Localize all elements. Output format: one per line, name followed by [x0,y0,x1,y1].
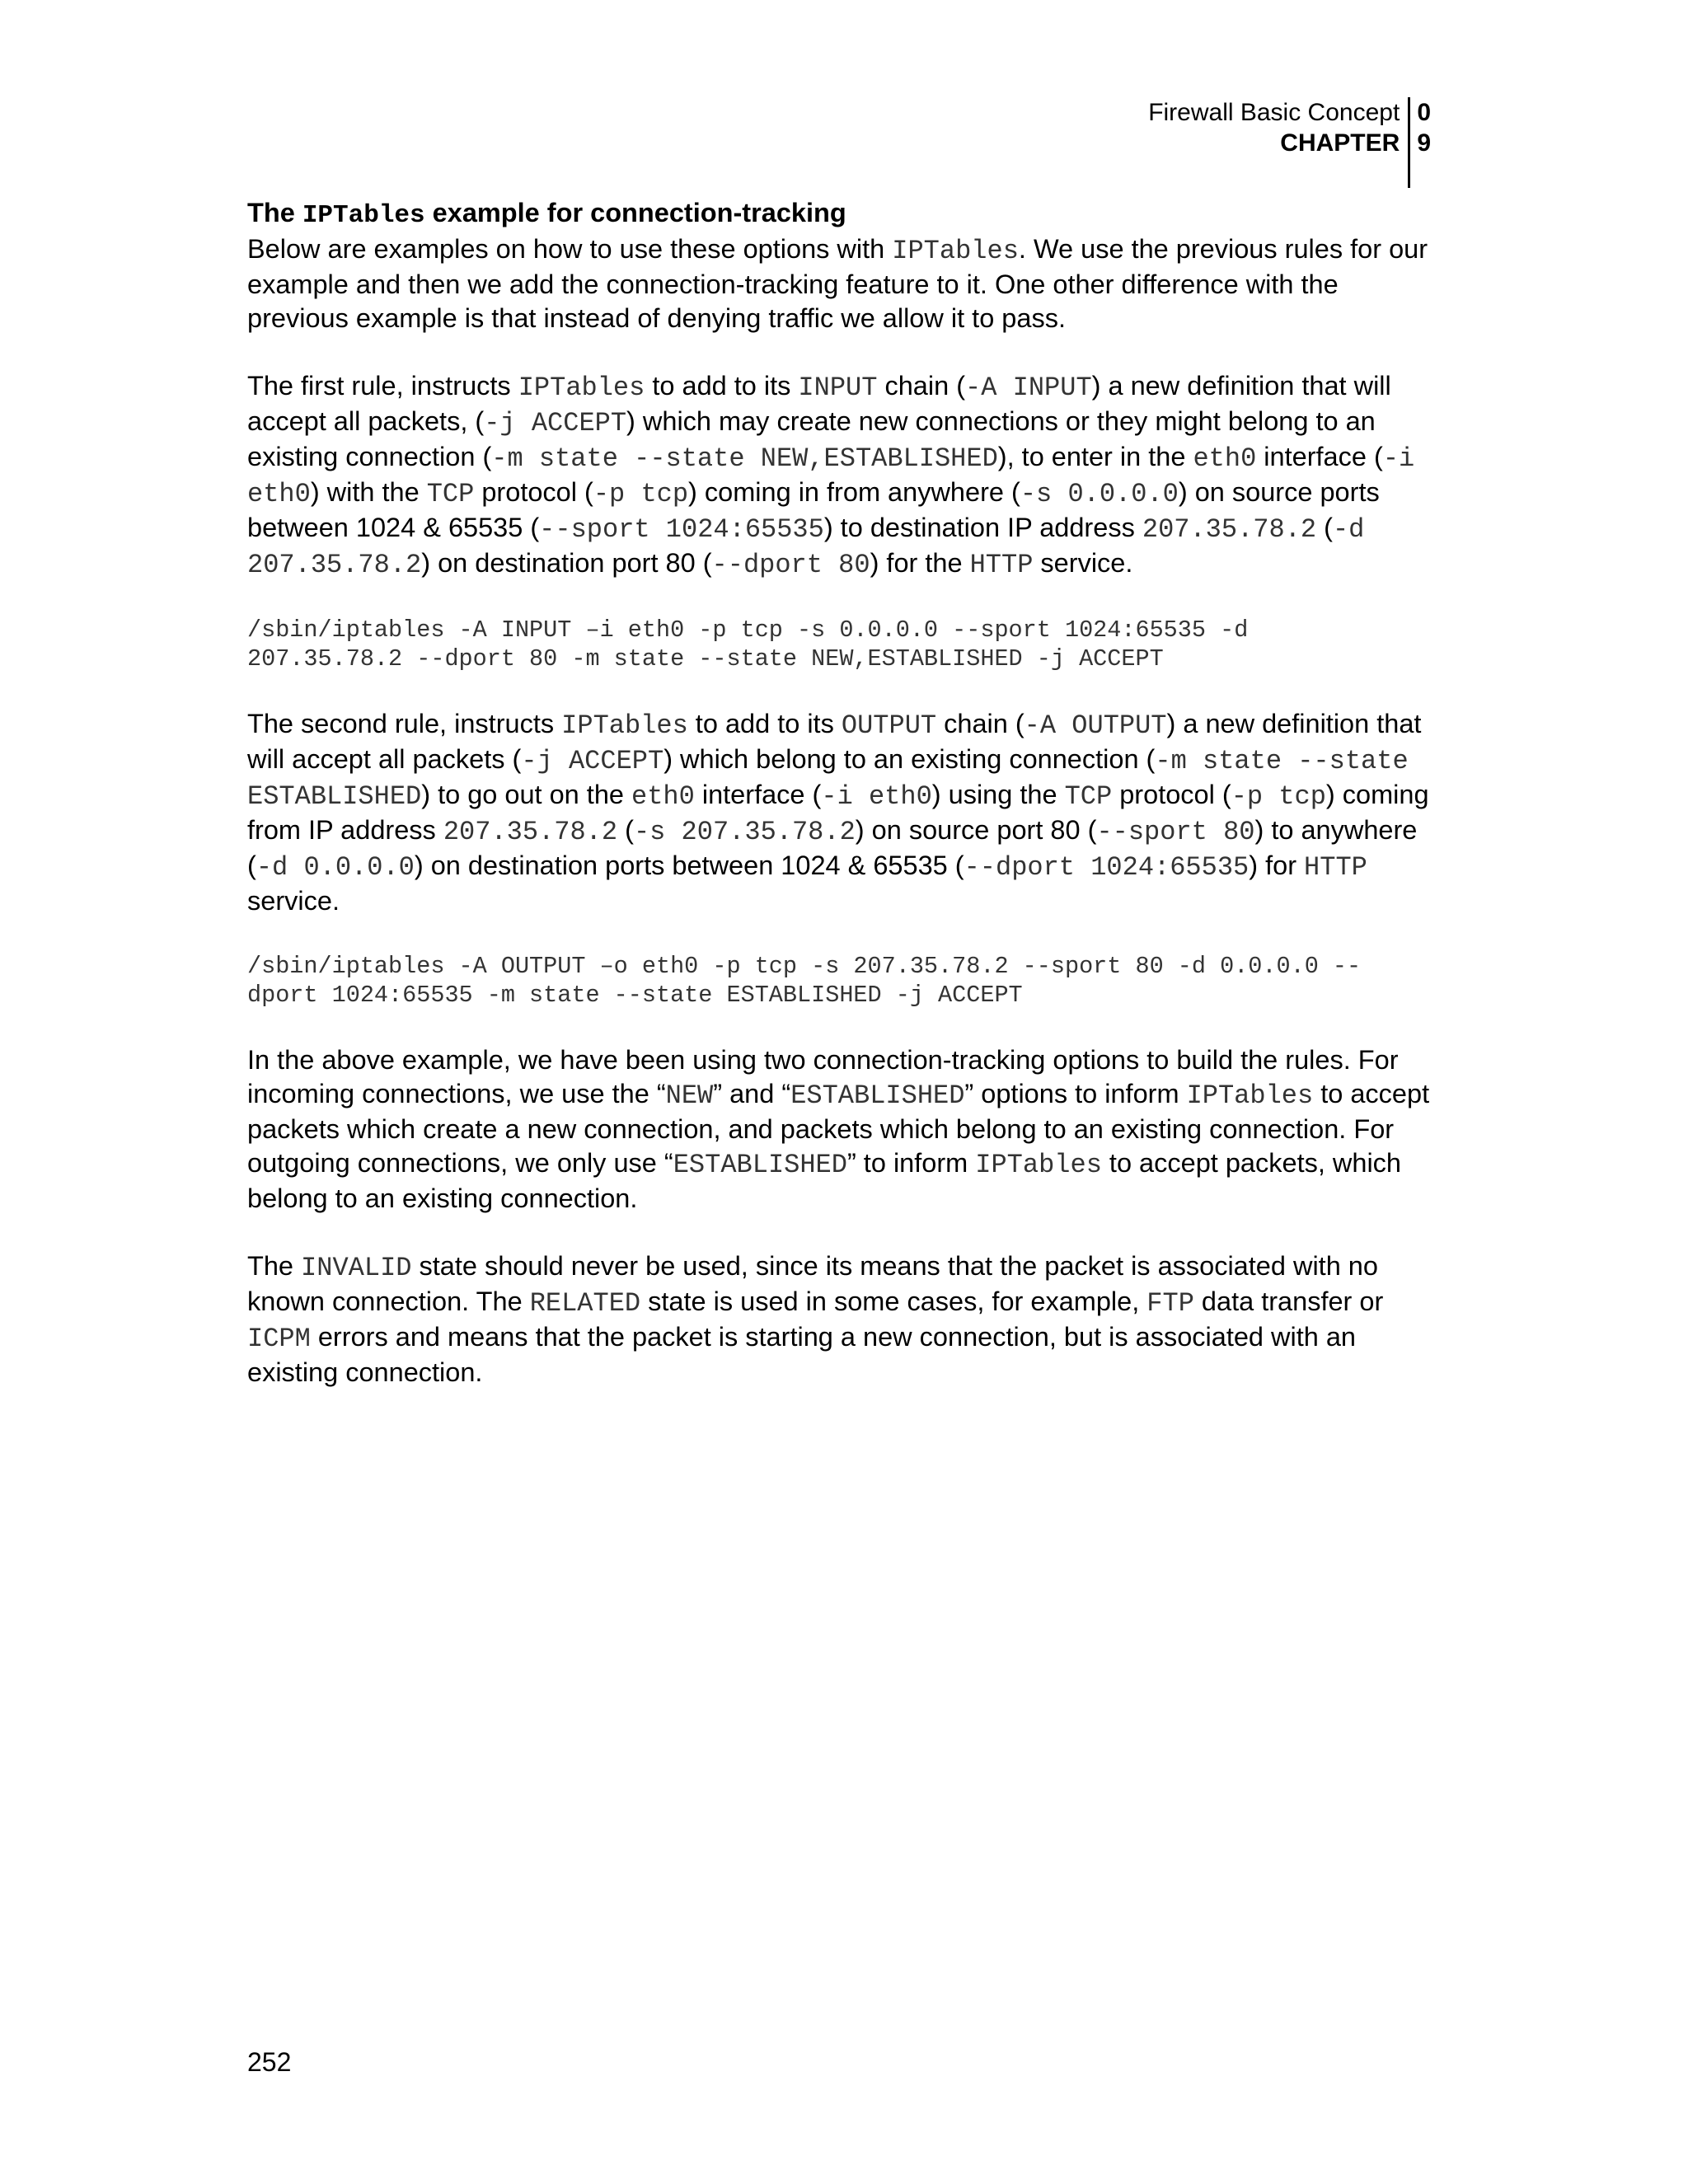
text: protocol ( [474,477,593,507]
text: In the above example, we have been using two connection-tracking options to build the rules. For incoming connections, we use the “ [247,1045,1399,1108]
text: ) to destination IP address [823,513,1142,542]
inline-code: 207.35.78.2 [443,817,618,847]
inline-code: --dport 80 [711,550,870,580]
inline-code: RELATED [529,1288,641,1319]
text: ) a new definition that will accept all packets, ( [247,371,1391,436]
text: state should never be used, since its means that the packet is associated with no known connection. The [247,1251,1378,1316]
inline-code: IPTables [1186,1080,1314,1111]
text: ) using the [931,780,1065,809]
chapter-number-digit-1: 0 [1417,99,1431,126]
inline-code: IPTables [892,236,1019,266]
inline-code: -p tcp [1231,781,1326,812]
chapter-label: CHAPTER [1280,129,1400,157]
text: ” options to inform [964,1079,1187,1108]
inline-code: HTTP [969,550,1034,580]
inline-code: ICPM [247,1324,311,1354]
inline-code: TCP [1064,781,1113,812]
running-header [1148,97,1431,188]
paragraph-first-rule [247,369,1434,582]
text: chain ( [877,371,966,401]
paragraph-intro [247,232,1434,335]
text: ) on destination ports between 1024 & 65535 ( [414,851,964,880]
text: ) which may create new connections or they might belong to an existing connection ( [247,406,1376,471]
text: ” to inform [846,1148,976,1178]
text: state is used in some cases, for example, [640,1286,1147,1316]
text: The [247,1251,302,1281]
text: to add to its [687,709,842,738]
paragraph-connection-tracking [247,1043,1434,1216]
inline-code: eth0 [1193,443,1257,474]
text: ( [1316,513,1333,542]
text: ” and “ [713,1079,791,1108]
inline-code: -j ACCEPT [484,408,627,438]
text: Below are examples on how to use these options with [247,234,893,264]
heading-text: The [247,198,302,227]
page-number: 252 [247,2047,292,2077]
inline-code: ESTABLISHED [790,1080,965,1111]
text: ), to enter in the [997,442,1193,471]
inline-code: IPTables [518,373,645,403]
paragraph-second-rule [247,707,1434,918]
inline-code: -j ACCEPT [521,746,664,776]
inline-code: INVALID [301,1253,412,1283]
text: to add to its [645,371,799,401]
text: . We use the previous rules for our example and then we add the connection-tracking feature to it. One other difference with the previous example is that instead of denying traffic we allow it to pass. [247,234,1428,333]
inline-code: --sport 80 [1096,817,1255,847]
inline-code: 207.35.78.2 [1142,514,1317,545]
inline-code: -p tcp [593,479,689,509]
inline-code: -m state --state NEW,ESTABLISHED [491,443,998,474]
inline-code: IPTables [561,710,688,741]
text: errors and means that the packet is starting a new connection, but is associated with an existing connection. [247,1322,1357,1387]
text: protocol ( [1112,780,1231,809]
header-title: Firewall Basic Concept [1148,99,1400,126]
inline-code: -d 207.35.78.2 [247,514,1365,580]
text: service. [1033,548,1133,578]
inline-code: -A OUTPUT [1024,710,1167,741]
inline-code: eth0 [631,781,695,812]
inline-code: ESTABLISHED [673,1150,847,1180]
text: The first rule, instructs [247,371,518,401]
text: interface ( [694,780,822,809]
code-block-output-rule: /sbin/iptables -A OUTPUT –o eth0 -p tcp -s 207.35.78.2 --sport 80 -d 0.0.0.0 -- dport 1024:65535 -m state --state ESTABLISHED -j ACCEPT [247,953,1362,1009]
inline-code: -d 0.0.0.0 [256,852,415,883]
text: ) which belong to an existing connection ( [663,744,1156,774]
paragraph-invalid-related [247,1249,1434,1390]
text: to accept packets, which belong to an existing connection. [247,1148,1401,1213]
inline-code: -A INPUT [965,373,1092,403]
inline-code: HTTP [1304,852,1367,883]
text: ) for the [870,548,970,578]
inline-code: FTP [1146,1288,1194,1319]
text: ) a new definition that will accept all packets ( [247,709,1422,774]
inline-code: OUTPUT [841,710,937,741]
text: data transfer or [1193,1286,1384,1316]
inline-code: -i eth0 [247,443,1415,509]
text: ) for [1249,851,1305,880]
inline-code: -s 0.0.0.0 [1020,479,1179,509]
inline-code: -s 207.35.78.2 [633,817,856,847]
text: ) on source ports between 1024 & 65535 ( [247,477,1380,542]
section-heading [247,196,1434,232]
inline-code: NEW [665,1080,714,1111]
text: ) on destination port 80 ( [421,548,712,578]
inline-code: INPUT [798,373,878,403]
inline-code: IPTables [975,1150,1102,1180]
text: ) to anywhere ( [247,815,1418,880]
inline-code: --dport 1024:65535 [964,852,1250,883]
text: chain ( [936,709,1025,738]
text: The second rule, instructs [247,709,562,738]
text: ) on source port 80 ( [855,815,1097,845]
text: ) coming in from anywhere ( [688,477,1020,507]
text: ( [617,815,634,845]
chapter-number-digit-2: 9 [1417,129,1431,157]
code-block-input-rule: /sbin/iptables -A INPUT –i eth0 -p tcp -s 0.0.0.0 --sport 1024:65535 -d 207.35.78.2 --dport 80 -m state --state NEW,ESTABLISHED -j ACCEPT [247,616,1249,673]
text: service. [247,886,340,916]
text: interface ( [1256,442,1383,471]
text: ) with the [310,477,427,507]
text: ) to go out on the [421,780,631,809]
heading-text: example for connection-tracking [424,198,846,227]
text: to accept packets which create a new connection, and packets which belong to an existing connection. For outgoing connections, we only use “ [247,1079,1430,1178]
inline-code: TCP [426,479,475,509]
inline-code: -i eth0 [821,781,932,812]
inline-code: -m state --state ESTABLISHED [247,746,1409,812]
chapter-number [1410,97,1431,188]
heading-code: IPTables [302,201,425,230]
text: ) coming from IP address [247,780,1429,845]
header-titles [1148,97,1408,188]
page-body [247,196,1434,1423]
inline-code: --sport 1024:65535 [539,514,824,545]
